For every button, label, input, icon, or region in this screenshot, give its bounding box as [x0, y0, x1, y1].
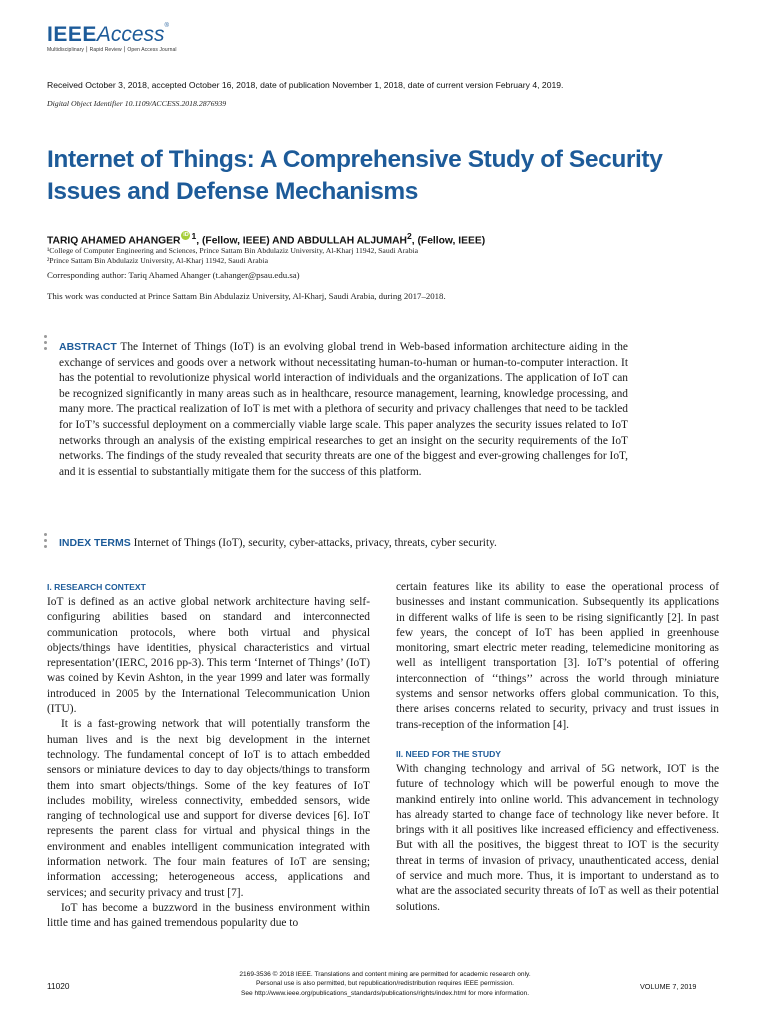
logo-access-text: Access — [96, 23, 165, 46]
left-column — [47, 580, 370, 932]
abstract-text: The Internet of Things (IoT) is an evolving global trend in Web-based information architecture aiding in the exchange of services and goods over a network without necessitating human-to-human or human-to-computer interaction. It has the potential to revolutionize physical world interaction of individuals and the organizations. The application of IoT can be recognized significantly in many areas such as in healthcare, resource management, learning, knowledge processing, and many more. The practical realization of IoT is met with a plethora of security and privacy challenges that need to be tackled for IoT’s successful deployment on a commercially viable large scale. This paper analyzes the security issues related to IoT networks through an analysis of the existing empirical researches to get an insight on the security requirements of the IoT networks. The findings of the study revealed that security threats are one of the biggest and ever-growing challenges for IoT, and it is essential to substantially mitigate them for the success of this platform. — [59, 341, 628, 478]
section-1-paragraph-1: IoT is defined as an active global network architecture having self-configuring abilities based on standard and interconnected communication protocols, where both virtual and physical objects/things have identities, physical characteristics and virtual representation’(IERC, 2016 pp-3). This term ‘Internet of Things’ (IoT) was coined by Kevin Ashton, in the year 1999 and later was formally introduced in 2005 by the International Telecommunication Union (ITU). — [47, 596, 370, 716]
author-line — [47, 231, 485, 246]
author-2-suffix: , (Fellow, IEEE) — [411, 235, 486, 247]
abstract-label: ABSTRACT — [59, 341, 117, 353]
orcid-icon[interactable]: iD — [183, 232, 189, 238]
abstract — [59, 340, 628, 480]
index-terms-text: Internet of Things (IoT), security, cyber-attacks, privacy, threats, cyber security. — [133, 537, 497, 549]
license-line-1: 2169-3536 © 2018 IEEE. Translations and content mining are permitted for academic research only. — [239, 971, 531, 978]
logo-ieee-text: IEEE — [47, 23, 97, 46]
work-note: This work was conducted at Prince Sattam Bin Abdulaziz University, Al-Kharj, Saudi Arabia, during 2017–2018. — [47, 291, 446, 301]
received-dates: Received October 3, 2018, accepted October 16, 2018, date of publication November 1, 2018, date of current version February 4, 2019. — [47, 80, 564, 90]
affiliation-1: ¹College of Computer Engineering and Sciences, Prince Sattam Bin Abdulaziz University, Al-Kharj 11942, Saudi Arabia — [47, 246, 419, 255]
license-line-2: Personal use is also permitted, but republication/redistribution requires IEEE permission. — [255, 980, 515, 988]
logo-registered-mark: ® — [164, 23, 169, 29]
section-1-paragraph-2: It is a fast-growing network that will potentially transform the human lives and is the next big development in the internet technology. The fundamental concept of IoT is to attach embedded sensors or miniature devices to day to day objects/things to transform them into smart objects/things. Some of the key features of IoT includes mobility, wireless connectivity, embedded sensors, wide ranging of technological use and support for diverse devices [6]. IoT represents the parent class for virtual and physical things in the environment and enables intelligent communication integrated with information network. The four main features of IoT are sensing; information accessing; heterogeneous access, applications and services; and security privacy and trust [7]. — [47, 718, 370, 899]
doi: Digital Object Identifier 10.1109/ACCESS.2018.2876939 — [47, 99, 227, 108]
section-2-heading: II. NEED FOR THE STUDY — [396, 748, 502, 759]
abstract-dots-icon — [44, 335, 49, 353]
corresponding-author: Corresponding author: Tariq Ahamed Ahanger (t.ahanger@psau.edu.sa) — [47, 270, 300, 280]
section-1-paragraph-3: IoT has become a buzzword in the business environment within little time and has gained tremendous popularity due to — [47, 901, 370, 930]
right-column — [396, 580, 719, 915]
journal-tagline: Multidisciplinary ⎮ Rapid Review ⎮ Open Access Journal — [47, 47, 177, 53]
ieee-access-logo — [47, 23, 169, 47]
license-notice — [190, 970, 580, 998]
index-terms-label: INDEX TERMS — [59, 537, 131, 549]
section-1-paragraph-3-continued: certain features like its ability to ease the operational process of businesses and instant communication. Subsequently its applications in different walks of life is seen to be rising significantly [2]. In past few years, the concept of IoT has been applied in greenhouse monitoring, smart electric meter reading, telemedicine monitoring as well as intelligent transportation [3]. IoT’s potential of offering interconnection of ‘‘things’’ across the world through miniature systems and sensor networks offers global communication. To this, there arises concerns related to security, privacy and trust issues in trans-reception of the information [4]. — [396, 581, 719, 731]
paper-title: Internet of Things: A Comprehensive Study of Security Issues and Defense Mechanisms — [47, 146, 663, 205]
author-1-name: TARIQ AHAMED AHANGER — [47, 235, 181, 247]
author-1-affil-mark: 1 — [191, 231, 197, 241]
section-2-paragraph-1: With changing technology and arrival of 5G network, IOT is the future of technology which will be powerful enough to move the mankind entirely into online world. This advancement in technology has already started to change face of technology like never before. It brings with it all positives like increased efficiency and effectiveness. But with all the positives, the biggest threat to IOT is the security threat in terms of invasion of privacy, unauthenticated access, denial of service and much more. Thus, it is important to understand as to what are the associated security threats of IoT as well as their potential solutions. — [396, 762, 719, 913]
page-number: 11020 — [47, 981, 70, 991]
index-terms-dots-icon — [44, 533, 49, 551]
author-1-suffix: , (Fellow, IEEE) AND ABDULLAH ALJUMAH — [196, 235, 407, 247]
index-terms — [59, 536, 628, 552]
volume-label: VOLUME 7, 2019 — [640, 982, 697, 991]
license-line-3: See http://www.ieee.org/publications_standards/publications/rights/index.html for more information. — [240, 989, 530, 997]
section-1-heading: I. RESEARCH CONTEXT — [47, 582, 146, 592]
author-2-affil-mark: 2 — [406, 231, 412, 241]
affiliation-2: ²Prince Sattam Bin Abdulaziz University, Al-Kharj 11942, Saudi Arabia — [47, 256, 269, 265]
